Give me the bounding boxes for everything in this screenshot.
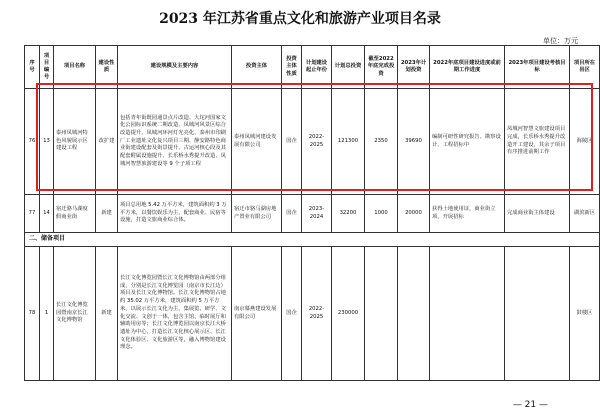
cell-content: 包括青年街既园通景点片改造、大坨河国家文化公园标识系统二期改造、凤城河风景区综合改造提升、凤城河环河灯光亮化、泰州市印刷厂工业遗址文化复兴项目三期、静安路特色商业街建设配套及街景提升、古运河核心段及其配套附属设施提升、长乐桥水秀提升改造、凤城河智慧旅游建设等 9 个子项工程 — [118, 89, 232, 195]
cell-nature: 新建 — [96, 195, 118, 233]
cell-progress-2022: 编制可研性研究报告、勘察设计、工程招标中 — [430, 89, 505, 195]
cell-county: 湖滨新区 — [570, 195, 600, 233]
cell-done — [365, 247, 398, 381]
cell-progress-2022: 获得土地使用证，商业街立项，开展招标 — [430, 195, 505, 233]
cell-investor: 泰州凤城河建设发展有限公司 — [232, 89, 282, 195]
cell-investor-type: 国企 — [282, 195, 302, 233]
header-cell: 序号 — [25, 46, 40, 89]
cell-total: 32200 — [332, 195, 365, 233]
header-cell: 投资主体 — [232, 46, 282, 89]
header-cell: 截至2022年底完成投资 — [365, 46, 398, 89]
cell-years: 2023-2024 — [302, 195, 332, 233]
cell-name: 长江文化博览园暨南京长江文化博物馆 — [54, 247, 96, 381]
cell-content: 长江文化博览园暨长江文化博物馆由两部分组成，分别是长江文化博览园（南京市长江边）项目及长江文化博物馆。长江文化博物馆占地约 35.02 万平方米，建筑面积约 5 万平方米，以展示长江文化为主，集展览、研学、文化交流、文创于一体，包含主馆、临时展厅和辅助用房等；长江文化博览园以南京长江大桥遗址为中心，打造长江文化核心展示区、长江文化体验区、文化旅游区等，融入博物馆建设理念。 — [118, 247, 232, 381]
cell-plan — [398, 247, 430, 381]
cell-nature: 新建 — [96, 247, 118, 381]
cell-done: 1000 — [365, 195, 398, 233]
cell-done: 2350 — [365, 89, 398, 195]
cell-county: 鼓楼区 — [570, 247, 600, 381]
table-row — [25, 195, 600, 233]
cell-no: 1 — [40, 247, 54, 381]
header-cell: 投资主体性质 — [282, 46, 302, 89]
document-title: 2023 年江苏省重点文化和旅游产业项目名录 — [159, 11, 441, 27]
cell-total: 230000 — [332, 247, 365, 381]
header-cell: 计划建设起止年份 — [302, 46, 332, 89]
cell-investor-type: 国企 — [282, 89, 302, 195]
cell-county: 海陵区 — [570, 89, 600, 195]
cell-nature: 改扩建 — [96, 89, 118, 195]
cell-plan: 39690 — [398, 89, 430, 195]
page-number: — 21 — — [512, 400, 548, 410]
header-cell: 项目名称 — [54, 46, 96, 89]
cell-plan: 20000 — [398, 195, 430, 233]
cell-total: 121300 — [332, 89, 365, 195]
header-cell: 计划总投资 — [332, 46, 365, 89]
header-cell: 2023年项目建设考核目标 — [505, 46, 570, 89]
table-row — [25, 247, 600, 381]
header-cell: 2022年底项目建设进度或前期工作进度 — [430, 46, 505, 89]
cell-investor: 宿迁市骆马湖房地产置业有限公司 — [232, 195, 282, 233]
cell-seq: 78 — [25, 247, 40, 381]
header-cell: 项目编号 — [40, 46, 54, 89]
cell-seq: 77 — [25, 195, 40, 233]
project-table — [24, 45, 600, 381]
cell-target-2023: 完成商业街主体建设 — [505, 195, 570, 233]
cell-content: 项目总用地 5.42 万平方米，建筑面积约 3 万平方米，以餐饮娱乐为主，配套商业、民宿等设施，打造文旅商业综合体。 — [118, 195, 232, 233]
cell-target-2023: 凤城河智慧文旅建设项目完成，长乐桥水秀提升改造开工建设，其余子项目有序推进前期工作 — [505, 89, 570, 195]
cell-seq: 76 — [25, 89, 40, 195]
table-header — [25, 46, 600, 89]
cell-target-2023 — [505, 247, 570, 381]
cell-name: 泰州凤城河特色风貌展示区建设工程 — [54, 89, 96, 195]
header-cell: 建设规模及主要内容 — [118, 46, 232, 89]
table-row — [25, 89, 600, 195]
header-cell: 建设性质 — [96, 46, 118, 89]
cell-no: 14 — [40, 195, 54, 233]
unit-label: 单位：万元 — [543, 37, 578, 45]
cell-investor-type: 国企 — [282, 247, 302, 381]
header-cell: 2023年计划投资 — [398, 46, 430, 89]
section-row — [25, 233, 600, 247]
cell-years: 2022-2025 — [302, 247, 332, 381]
cell-investor: 南京幕燕建设发展有限公司 — [232, 247, 282, 381]
cell-name: 宿迁骆马湖度假商业街 — [54, 195, 96, 233]
cell-progress-2022 — [430, 247, 505, 381]
cell-years: 2022-2025 — [302, 89, 332, 195]
section-title: 二、储备项目 — [25, 233, 600, 247]
header-cell: 项目所在县区 — [570, 46, 600, 89]
cell-no: 13 — [40, 89, 54, 195]
